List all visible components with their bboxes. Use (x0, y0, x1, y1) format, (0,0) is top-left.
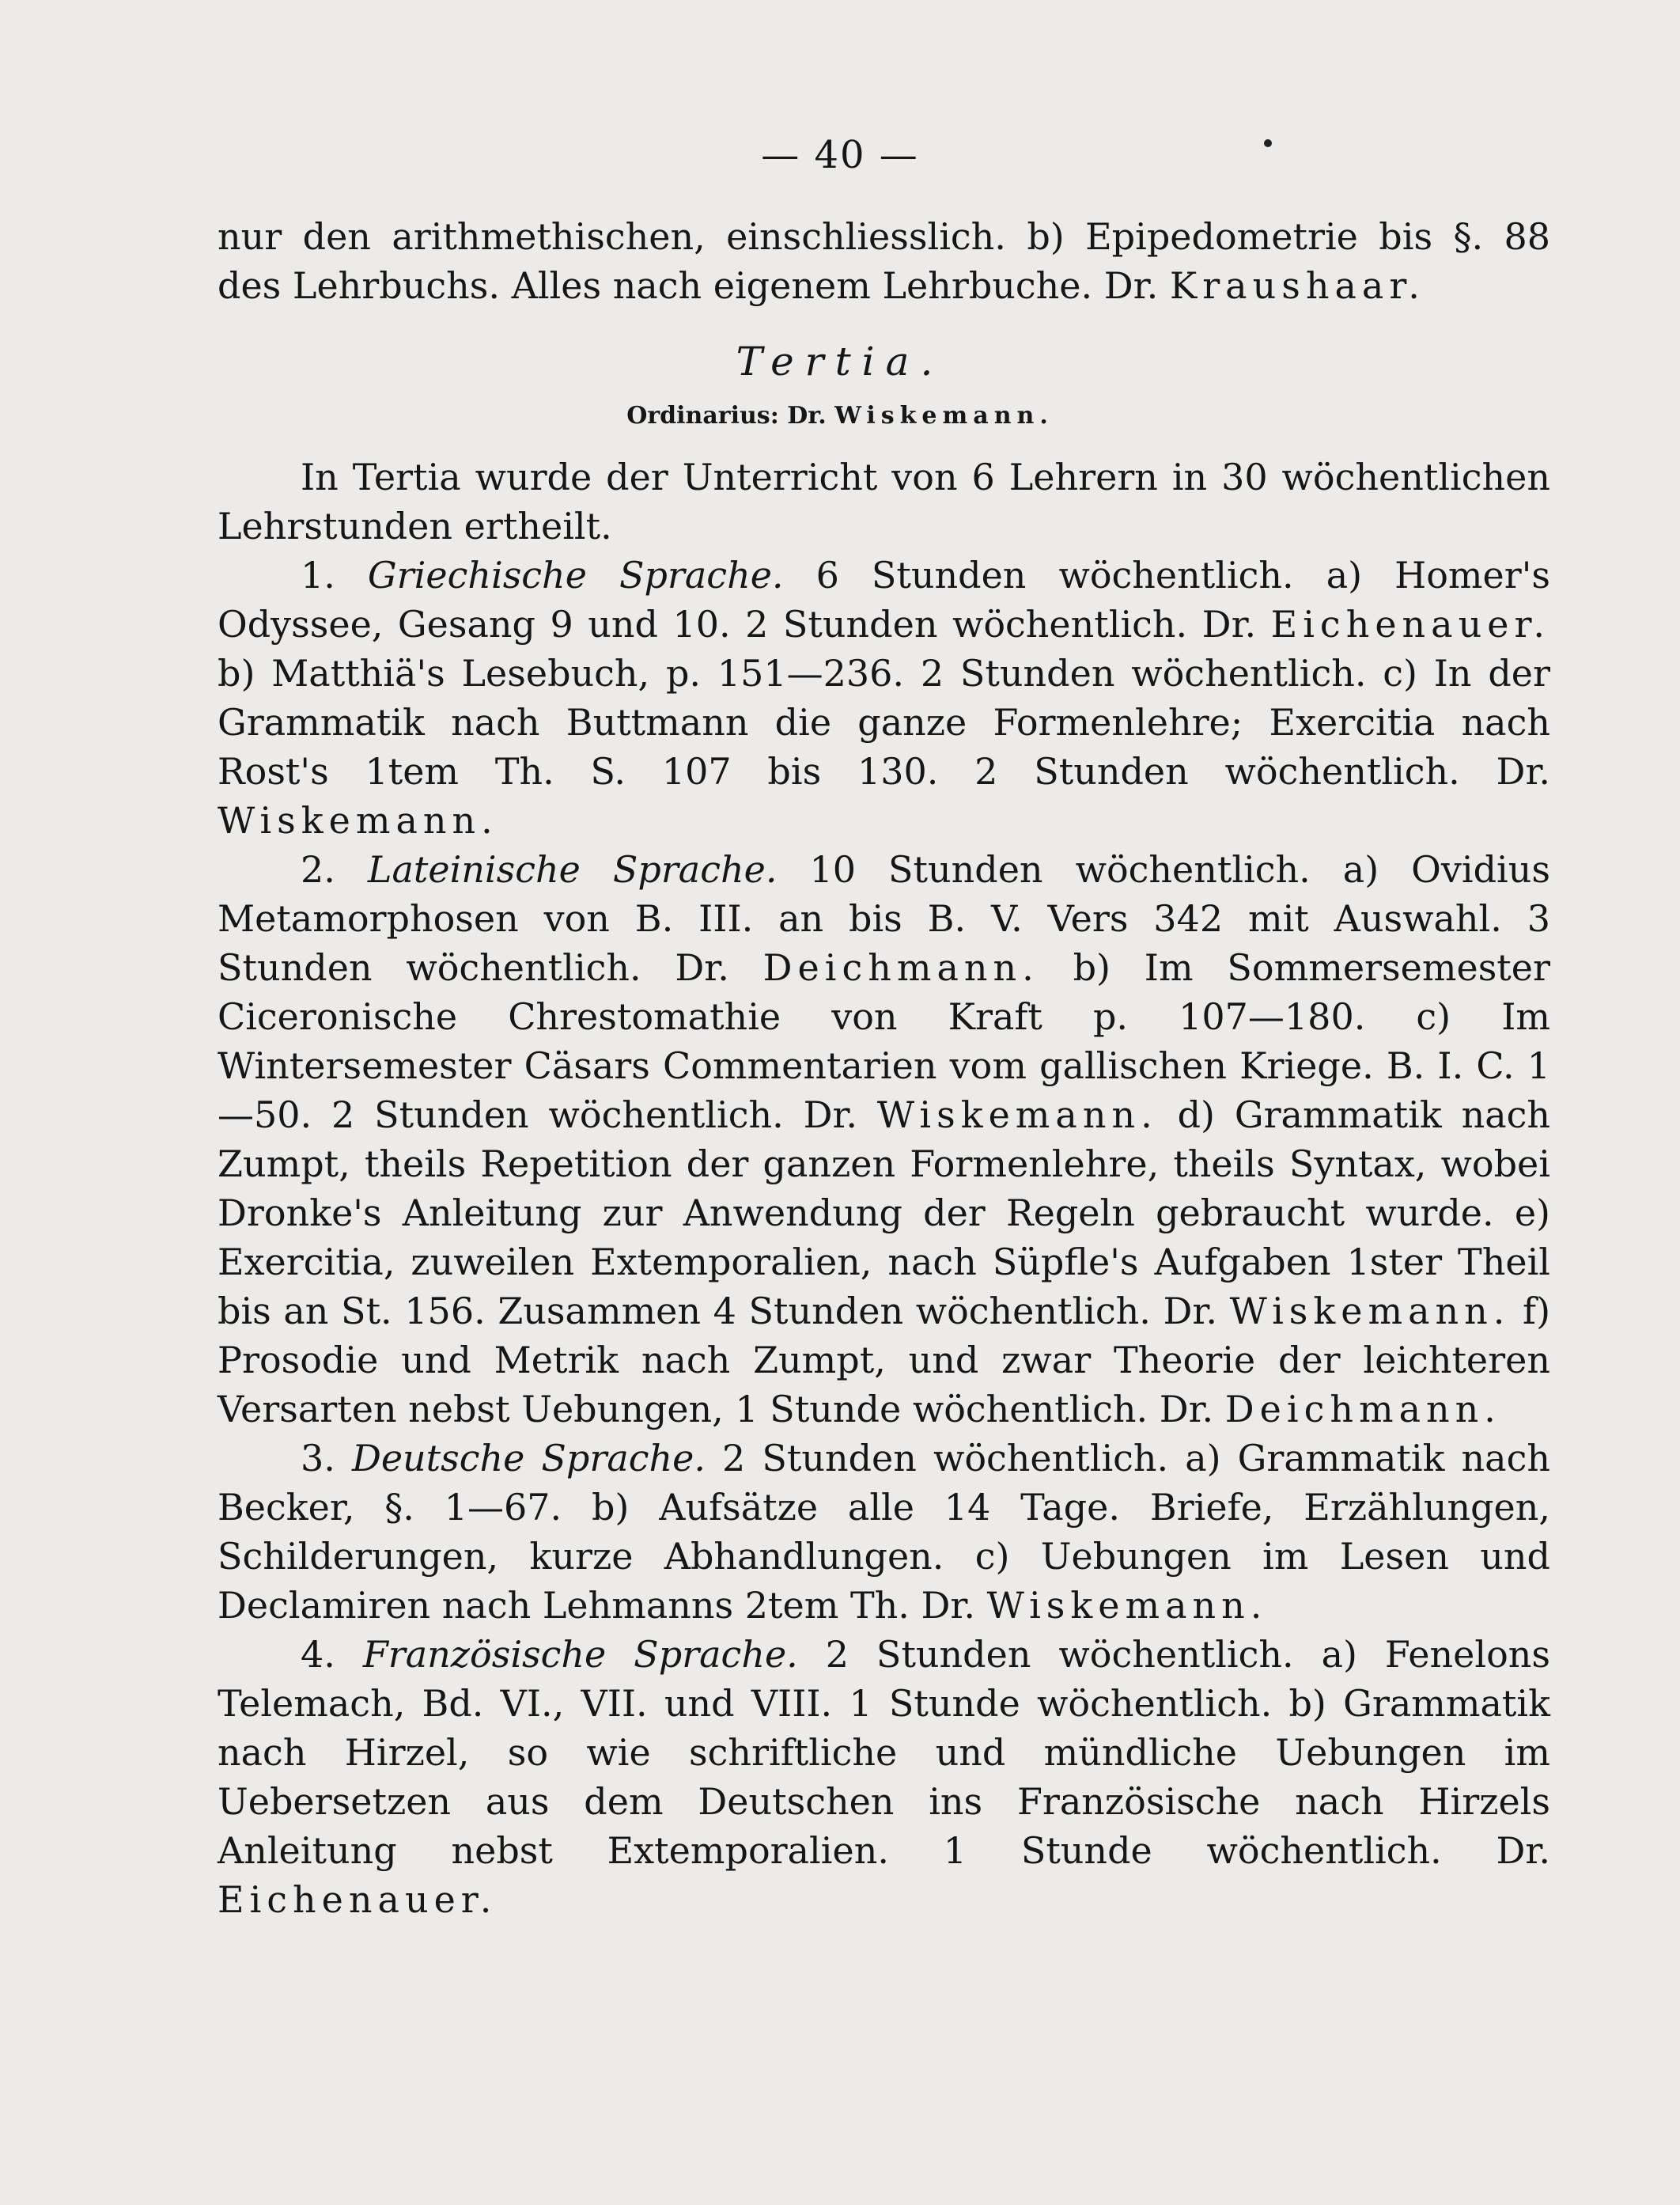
section-body (218, 453, 1550, 1924)
section-title: Tertia. (736, 339, 944, 385)
page-number: — 40 — (761, 133, 919, 177)
teacher-name: Deichmann. (762, 946, 1039, 989)
subject-number: 1. (301, 554, 368, 597)
subject-text: b) Matthiä's Lesebuch, p. 151—236. 2 Stunden wöchentlich. c) In der Grammatik nach Buttmann die ganze Formenlehre; Exercitia nach Rost's 1tem Th. S. 107 bis 130. 2 Stunden wöchentlich. Dr. (218, 652, 1550, 793)
subject-text: 10 Stunden wöchentlich. a) Ovidius Metamorphosen von B. III. an bis B. V. Vers 342 mit Auswahl. 3 Stunden wöchentlich. Dr. (218, 848, 1550, 989)
ordinarius-label: Ordinarius: Dr. (626, 402, 835, 430)
ordinarius-line (0, 402, 1680, 430)
subject-text: f) Prosodie und Metrik nach Zumpt, und zwar Theorie der leichteren Versarten nebst Uebungen, 1 Stunde wöchentlich. Dr. (218, 1290, 1551, 1430)
ordinarius-name: Wiskemann. (834, 402, 1054, 430)
teacher-name: Deichmann. (1224, 1388, 1501, 1430)
subject-number: 3. (301, 1437, 352, 1479)
subject-text: d) Grammatik nach Zumpt, theils Repetition der ganzen Formenlehre, theils Syntax, wobei Dronke's Anleitung zur Anwendung der Regeln gebraucht wurde. e) Exercitia, zuweilen Extemporalien, nach Süpfle's Aufgaben 1ster Theil bis an St. 156. Zusammen 4 Stunden wöchentlich. Dr. (218, 1093, 1551, 1332)
teacher-name: Kraushaar. (1169, 264, 1425, 307)
subject-french (218, 1630, 1550, 1924)
teacher-name: Wiskemann. (986, 1584, 1268, 1627)
ink-spot (1264, 139, 1272, 147)
teacher-name: Eichenauer. (1270, 603, 1550, 646)
teacher-name: Eichenauer. (218, 1878, 498, 1921)
subject-latin (218, 845, 1550, 1434)
subject-text: 2 Stunden wöchentlich. a) Grammatik nach Becker, §. 1—67. b) Aufsätze alle 14 Tage. Briefe, Erzählungen, Schilderungen, kurze Abhandlungen. c) Uebungen im Lesen und Declamiren nach Lehmanns 2tem Th. Dr. (218, 1437, 1550, 1627)
subject-name: Griechische Sprache. (367, 554, 784, 597)
subject-greek (218, 551, 1550, 845)
subject-name: Französische Sprache. (362, 1633, 798, 1676)
intro-text: nur den arithmethischen, einschliesslich. b) Epipedometrie bis §. 88 des Lehrbuchs. Alles nach eigenem Lehrbuche. Dr. (218, 215, 1550, 307)
subject-number: 2. (301, 848, 368, 891)
subject-german (218, 1434, 1550, 1630)
intro-paragraph (218, 212, 1550, 310)
subject-name: Lateinische Sprache. (367, 848, 778, 891)
teacher-name: Wiskemann. (876, 1093, 1158, 1136)
subject-text: 6 Stunden wöchentlich. a) Homer's Odyssee, Gesang 9 und 10. 2 Stunden wöchentlich. Dr. (218, 554, 1550, 646)
section-intro: In Tertia wurde der Unterricht von 6 Lehrern in 30 wöchentlichen Lehrstunden ertheilt. (218, 456, 1550, 547)
subject-text: b) Im Sommersemester Ciceronische Chrestomathie von Kraft p. 107—180. c) Im Wintersemester Cäsars Commentarien vom gallischen Kriege. B. I. C. 1—50. 2 Stunden wöchentlich. Dr. (218, 946, 1551, 1136)
subject-text: 2 Stunden wöchentlich. a) Fenelons Telemach, Bd. VI., VII. und VIII. 1 Stunde wöchentlich. b) Grammatik nach Hirzel, so wie schriftliche und mündliche Uebungen im Uebersetzen aus dem Deutschen ins Französische nach Hirzels Anleitung nebst Extemporalien. 1 Stunde wöchentlich. Dr. (218, 1633, 1550, 1872)
subject-name: Deutsche Sprache. (351, 1437, 706, 1479)
teacher-name: Wiskemann. (1229, 1290, 1511, 1332)
teacher-name: Wiskemann. (218, 799, 498, 842)
subject-number: 4. (301, 1633, 363, 1676)
